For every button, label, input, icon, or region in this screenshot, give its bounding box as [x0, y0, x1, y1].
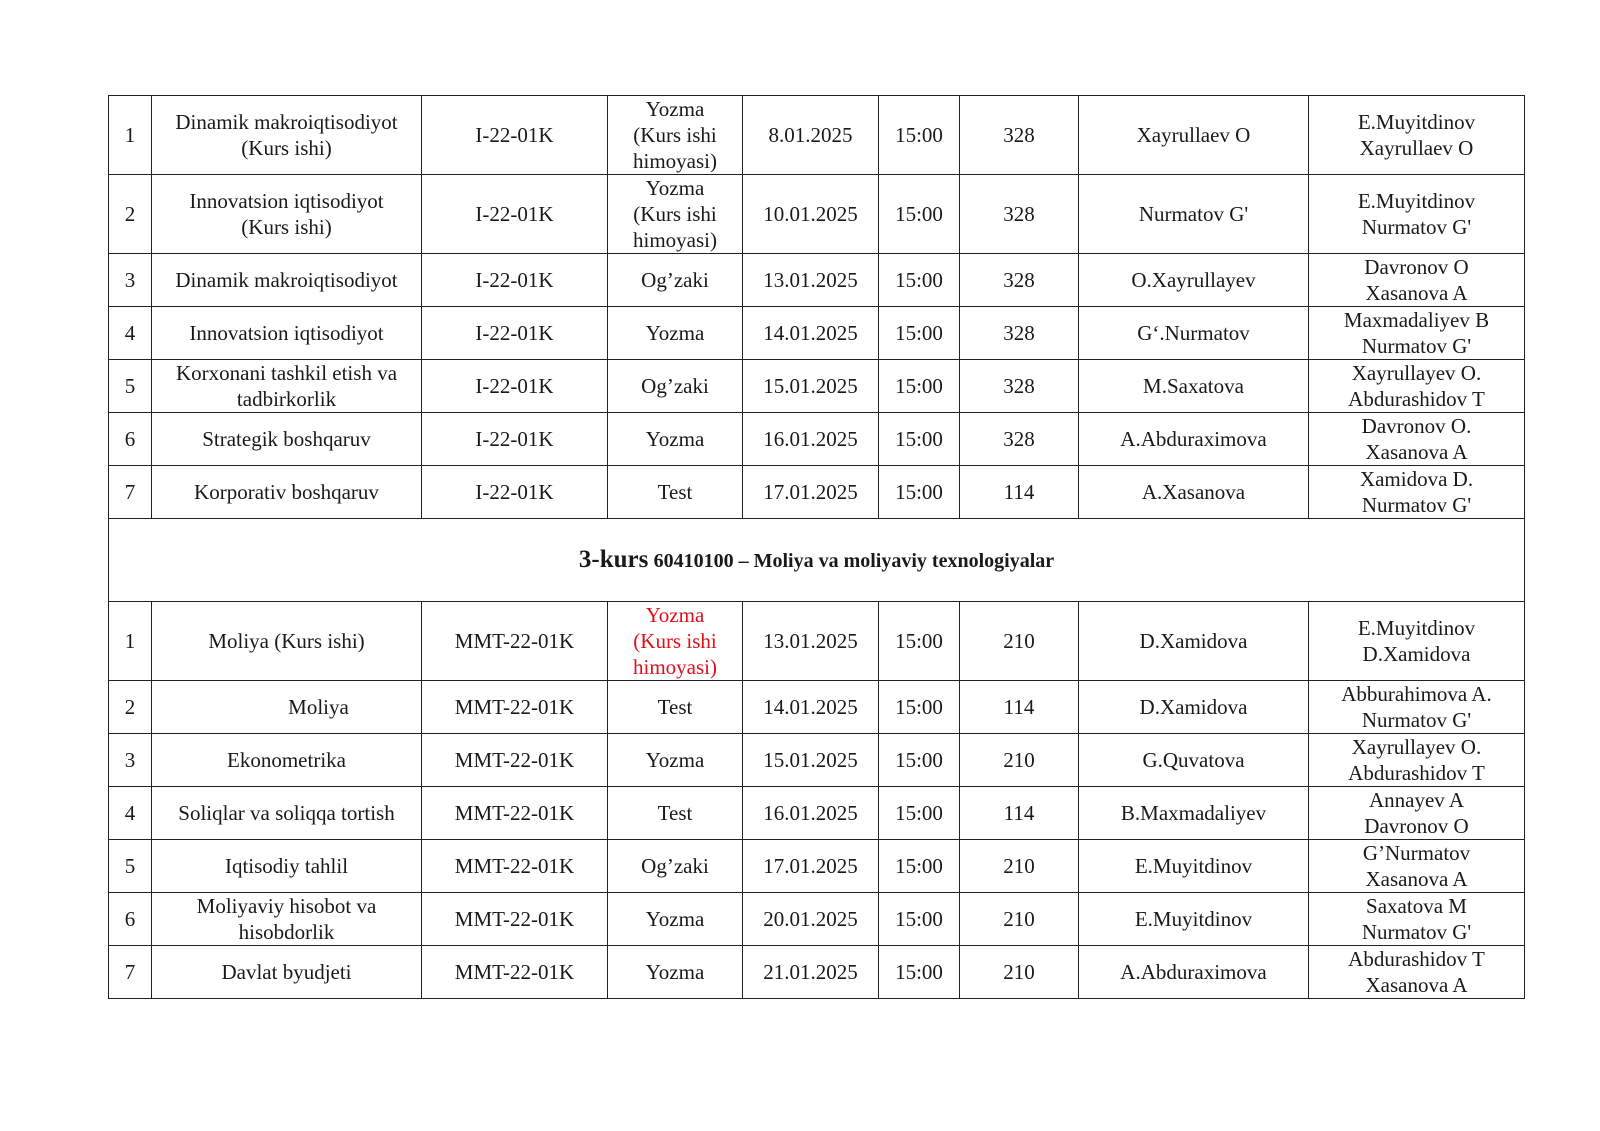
commission-line: E.Muyitdinov	[1357, 616, 1476, 640]
table-row	[109, 254, 1525, 307]
teacher-cell: G.Quvatova	[1079, 734, 1309, 787]
row-number-cell: 6	[109, 413, 152, 466]
row-number-cell: 2	[109, 175, 152, 254]
commission-line: Xayrullayev O.	[1351, 735, 1482, 759]
date-cell: 21.01.2025	[743, 946, 879, 999]
group-cell: MMT-22-01K	[422, 681, 608, 734]
room-cell: 328	[960, 413, 1079, 466]
commission-line: G’Nurmatov	[1362, 841, 1471, 865]
commission-line: Xasanova A	[1365, 281, 1468, 305]
subject-line: hisobdorlik	[238, 920, 335, 944]
exam-form-line: Og’zaki	[641, 854, 709, 878]
program-title: 60410100 – Moliya va moliyaviy texnologiyalar	[653, 549, 1055, 572]
commission-line: Davronov O	[1364, 255, 1469, 279]
commission-line: Xayrullayev O.	[1351, 361, 1482, 385]
commission-cell	[1309, 307, 1525, 360]
commission-cell	[1309, 893, 1525, 946]
row-number-cell: 3	[109, 254, 152, 307]
commission-cell	[1309, 681, 1525, 734]
subject-line: Moliya	[288, 695, 349, 719]
exam-form-cell	[608, 466, 743, 519]
subject-cell	[152, 96, 422, 175]
exam-form-line: Test	[657, 801, 693, 825]
commission-line: D.Xamidova	[1362, 642, 1471, 666]
exam-form-line: himoyasi)	[633, 149, 717, 173]
section-header-row	[109, 519, 1525, 602]
subject-cell	[152, 893, 422, 946]
table-row	[109, 466, 1525, 519]
row-number-cell: 1	[109, 96, 152, 175]
exam-form-cell	[608, 602, 743, 681]
group-cell: MMT-22-01K	[422, 893, 608, 946]
commission-line: Nurmatov G'	[1361, 334, 1472, 358]
subject-line: Soliqlar va soliqqa tortish	[178, 801, 395, 825]
row-number-cell: 1	[109, 602, 152, 681]
subject-cell	[152, 254, 422, 307]
subject-line: Dinamik makroiqtisodiyot	[175, 110, 398, 134]
date-cell: 13.01.2025	[743, 602, 879, 681]
subject-line: tadbirkorlik	[236, 387, 337, 411]
room-cell: 328	[960, 175, 1079, 254]
exam-form-line: himoyasi)	[633, 228, 717, 252]
subject-line: (Kurs ishi)	[241, 136, 332, 160]
subject-line: Moliyaviy hisobot va	[196, 894, 377, 918]
time-cell: 15:00	[879, 96, 960, 175]
room-cell: 114	[960, 681, 1079, 734]
time-cell: 15:00	[879, 254, 960, 307]
exam-form-cell	[608, 175, 743, 254]
row-number-cell: 5	[109, 840, 152, 893]
room-cell: 210	[960, 734, 1079, 787]
exam-form-line: himoyasi)	[633, 655, 717, 679]
date-cell: 8.01.2025	[743, 96, 879, 175]
teacher-cell: E.Muyitdinov	[1079, 840, 1309, 893]
teacher-cell: A.Abduraximova	[1079, 413, 1309, 466]
group-cell: I-22-01K	[422, 254, 608, 307]
subject-cell	[152, 681, 422, 734]
room-cell: 210	[960, 946, 1079, 999]
exam-form-line: (Kurs ishi	[633, 629, 717, 653]
subject-cell	[152, 175, 422, 254]
table-row	[109, 175, 1525, 254]
time-cell: 15:00	[879, 175, 960, 254]
exam-form-line: Og’zaki	[641, 268, 709, 292]
teacher-cell: D.Xamidova	[1079, 602, 1309, 681]
commission-cell	[1309, 734, 1525, 787]
exam-form-line: Yozma	[645, 907, 705, 931]
commission-line: Abdurashidov T	[1348, 947, 1485, 971]
date-cell: 13.01.2025	[743, 254, 879, 307]
commission-line: Abdurashidov T	[1348, 761, 1485, 785]
commission-cell	[1309, 840, 1525, 893]
group-cell: MMT-22-01K	[422, 602, 608, 681]
subject-line: Davlat byudjeti	[221, 960, 352, 984]
exam-form-line: Yozma	[645, 321, 705, 345]
teacher-cell: A.Abduraximova	[1079, 946, 1309, 999]
room-cell: 328	[960, 307, 1079, 360]
row-number-cell: 3	[109, 734, 152, 787]
exam-form-line: Test	[657, 695, 693, 719]
group-cell: I-22-01K	[422, 307, 608, 360]
subject-line: Innovatsion iqtisodiyot	[189, 189, 384, 213]
exam-form-cell	[608, 840, 743, 893]
group-cell: MMT-22-01K	[422, 734, 608, 787]
subject-line: Strategik boshqaruv	[202, 427, 371, 451]
time-cell: 15:00	[879, 466, 960, 519]
room-cell: 328	[960, 360, 1079, 413]
section-2-rows	[109, 602, 1525, 999]
time-cell: 15:00	[879, 734, 960, 787]
date-cell: 15.01.2025	[743, 734, 879, 787]
commission-line: Saxatova M	[1366, 894, 1467, 918]
room-cell: 328	[960, 96, 1079, 175]
commission-line: Xasanova A	[1365, 867, 1468, 891]
exam-form-line: Yozma	[645, 748, 705, 772]
commission-line: Abburahimova A.	[1341, 682, 1492, 706]
exam-form-line: Yozma	[645, 960, 705, 984]
row-number-cell: 4	[109, 787, 152, 840]
room-cell: 210	[960, 840, 1079, 893]
table-row	[109, 787, 1525, 840]
group-cell: MMT-22-01K	[422, 840, 608, 893]
exam-form-line: Og’zaki	[641, 374, 709, 398]
teacher-cell: M.Saxatova	[1079, 360, 1309, 413]
exam-form-cell	[608, 360, 743, 413]
date-cell: 16.01.2025	[743, 787, 879, 840]
commission-cell	[1309, 254, 1525, 307]
exam-form-line: Yozma	[645, 176, 705, 200]
exam-form-cell	[608, 307, 743, 360]
table-row	[109, 893, 1525, 946]
table-row	[109, 96, 1525, 175]
exam-form-line: (Kurs ishi	[633, 123, 717, 147]
commission-line: Xamidova D.	[1359, 467, 1474, 491]
subject-line: Dinamik makroiqtisodiyot	[175, 268, 398, 292]
table-row	[109, 307, 1525, 360]
commission-line: Nurmatov G'	[1361, 215, 1472, 239]
time-cell: 15:00	[879, 840, 960, 893]
subject-cell	[152, 307, 422, 360]
table-row	[109, 602, 1525, 681]
commission-line: Annayev A	[1368, 788, 1465, 812]
exam-schedule-table	[108, 95, 1525, 999]
commission-cell	[1309, 413, 1525, 466]
date-cell: 10.01.2025	[743, 175, 879, 254]
commission-cell	[1309, 946, 1525, 999]
commission-cell	[1309, 466, 1525, 519]
subject-cell	[152, 840, 422, 893]
commission-line: E.Muyitdinov	[1357, 189, 1476, 213]
commission-cell	[1309, 360, 1525, 413]
row-number-cell: 7	[109, 466, 152, 519]
table-row	[109, 946, 1525, 999]
group-cell: I-22-01K	[422, 360, 608, 413]
exam-form-cell	[608, 893, 743, 946]
time-cell: 15:00	[879, 413, 960, 466]
teacher-cell: E.Muyitdinov	[1079, 893, 1309, 946]
section-1-rows	[109, 96, 1525, 519]
room-cell: 210	[960, 602, 1079, 681]
commission-line: Nurmatov G'	[1361, 493, 1472, 517]
table-row	[109, 360, 1525, 413]
row-number-cell: 5	[109, 360, 152, 413]
commission-line: Xayrullaev O	[1359, 136, 1474, 160]
date-cell: 16.01.2025	[743, 413, 879, 466]
row-number-cell: 7	[109, 946, 152, 999]
time-cell: 15:00	[879, 681, 960, 734]
exam-form-line: Yozma	[645, 603, 705, 627]
teacher-cell: B.Maxmadaliyev	[1079, 787, 1309, 840]
room-cell: 114	[960, 787, 1079, 840]
table-row	[109, 734, 1525, 787]
time-cell: 15:00	[879, 946, 960, 999]
subject-cell	[152, 466, 422, 519]
room-cell: 328	[960, 254, 1079, 307]
commission-line: Xasanova A	[1365, 440, 1468, 464]
subject-line: Korporativ boshqaruv	[194, 480, 379, 504]
commission-line: Davronov O.	[1361, 414, 1472, 438]
subject-line: Korxonani tashkil etish va	[175, 361, 398, 385]
group-cell: I-22-01K	[422, 413, 608, 466]
exam-form-cell	[608, 734, 743, 787]
group-cell: I-22-01K	[422, 175, 608, 254]
subject-line: Ekonometrika	[227, 748, 346, 772]
section-header-cell	[109, 519, 1525, 602]
date-cell: 14.01.2025	[743, 307, 879, 360]
time-cell: 15:00	[879, 893, 960, 946]
exam-form-cell	[608, 681, 743, 734]
subject-cell	[152, 413, 422, 466]
commission-cell	[1309, 175, 1525, 254]
time-cell: 15:00	[879, 787, 960, 840]
time-cell: 15:00	[879, 360, 960, 413]
subject-line: Moliya (Kurs ishi)	[208, 629, 365, 653]
time-cell: 15:00	[879, 602, 960, 681]
exam-form-cell	[608, 787, 743, 840]
teacher-cell: A.Xasanova	[1079, 466, 1309, 519]
subject-line: Iqtisodiy tahlil	[224, 854, 349, 878]
time-cell: 15:00	[879, 307, 960, 360]
commission-line: Abdurashidov T	[1348, 387, 1485, 411]
teacher-cell: G‘.Nurmatov	[1079, 307, 1309, 360]
commission-line: Nurmatov G'	[1361, 708, 1472, 732]
commission-cell	[1309, 787, 1525, 840]
group-cell: I-22-01K	[422, 466, 608, 519]
date-cell: 14.01.2025	[743, 681, 879, 734]
teacher-cell: Nurmatov G'	[1079, 175, 1309, 254]
exam-form-cell	[608, 96, 743, 175]
table-row	[109, 840, 1525, 893]
subject-line: Innovatsion iqtisodiyot	[189, 321, 384, 345]
row-number-cell: 4	[109, 307, 152, 360]
room-cell: 210	[960, 893, 1079, 946]
commission-cell	[1309, 602, 1525, 681]
course-label: 3-kurs	[578, 545, 649, 573]
teacher-cell: Xayrullaev O	[1079, 96, 1309, 175]
section-2-header	[109, 519, 1525, 602]
commission-line: Xasanova A	[1365, 973, 1468, 997]
commission-cell	[1309, 96, 1525, 175]
exam-form-cell	[608, 946, 743, 999]
row-number-cell: 6	[109, 893, 152, 946]
date-cell: 20.01.2025	[743, 893, 879, 946]
exam-form-cell	[608, 254, 743, 307]
exam-form-line: (Kurs ishi	[633, 202, 717, 226]
date-cell: 15.01.2025	[743, 360, 879, 413]
subject-cell	[152, 360, 422, 413]
group-cell: MMT-22-01K	[422, 787, 608, 840]
exam-form-line: Yozma	[645, 97, 705, 121]
exam-form-line: Test	[657, 480, 693, 504]
table-row	[109, 413, 1525, 466]
subject-line: (Kurs ishi)	[241, 215, 332, 239]
commission-line: Davronov O	[1364, 814, 1469, 838]
table-row	[109, 681, 1525, 734]
teacher-cell: D.Xamidova	[1079, 681, 1309, 734]
subject-cell	[152, 734, 422, 787]
exam-form-cell	[608, 413, 743, 466]
room-cell: 114	[960, 466, 1079, 519]
group-cell: MMT-22-01K	[422, 946, 608, 999]
subject-cell	[152, 946, 422, 999]
row-number-cell: 2	[109, 681, 152, 734]
group-cell: I-22-01K	[422, 96, 608, 175]
subject-cell	[152, 602, 422, 681]
exam-form-line: Yozma	[645, 427, 705, 451]
subject-cell	[152, 787, 422, 840]
commission-line: Maxmadaliyev B	[1343, 308, 1490, 332]
date-cell: 17.01.2025	[743, 466, 879, 519]
commission-line: Nurmatov G'	[1361, 920, 1472, 944]
teacher-cell: O.Xayrullayev	[1079, 254, 1309, 307]
commission-line: E.Muyitdinov	[1357, 110, 1476, 134]
date-cell: 17.01.2025	[743, 840, 879, 893]
